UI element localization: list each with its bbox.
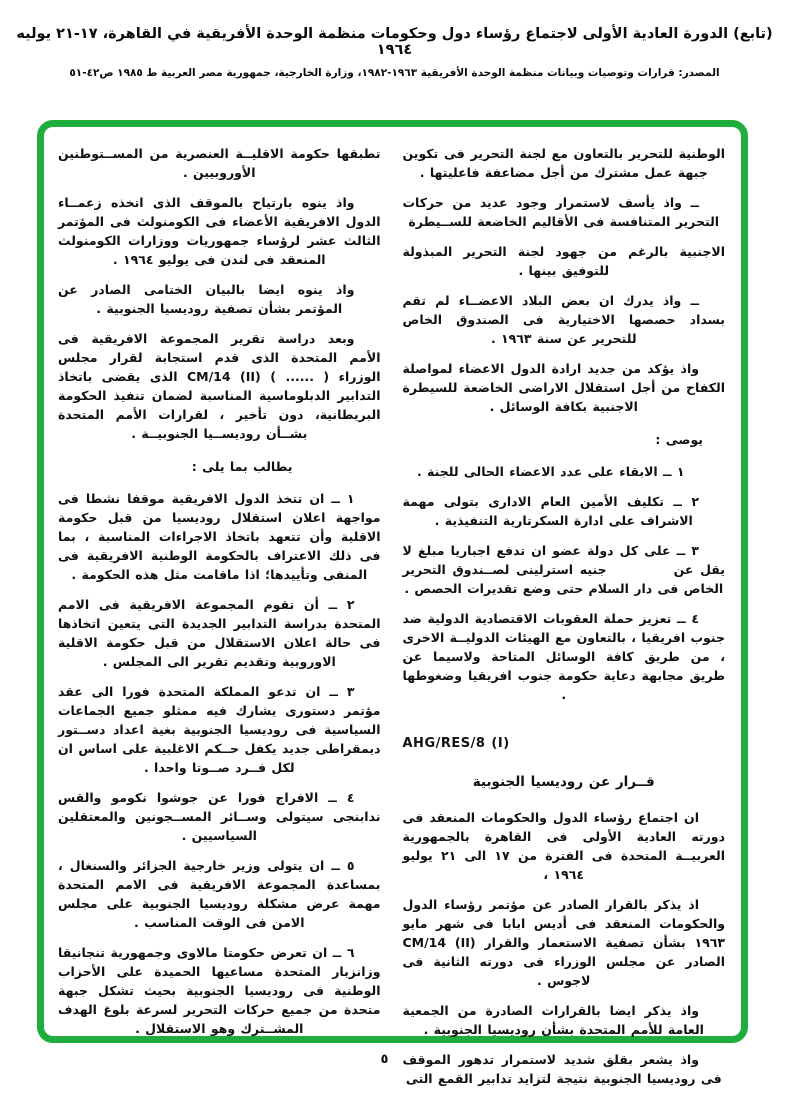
noting-clause: واذ ينوه ايضا بالبيان الختامى الصادر عن المؤتمر بشأن تصفية روديسيا الجنوبية . [58,282,355,316]
demands-heading: يطالب بما يلى : [191,459,293,474]
concern-clause: واذ يشعر بقلق شديد لاستمرار تدهور الموقف فى روديسيا الجنوبية نتيجة لتزايد تدابير القمع التى [402,1052,722,1087]
noting-clause: واذ ينوه بارتياح بالموقف الذى اتخذه زعمــاء الدول الافريقية الأعضاء فى الكومنولث فى المؤتمر الثالث عشر لرؤساء جمهوريات ووزارات الكومنولث المنعقد فى لندن فى يوليو ١٩٦٤ . [58,195,381,267]
recalling-clause: واذ يذكر ايضا بالقرارات الصادرة من الجمعية العامة للأمم المتحدة بشأن روديسيا الجنوبية . [402,1003,704,1038]
demand-item-4: ٤ ــ الافراج فورا عن جوشوا نكومو والقس ندابنجى سيتولى وســائر المســجونين والمعتقلين السياسيين . [58,790,381,843]
resolution-item-2: ٢ ــ تكليف الأمين العام الادارى بتولى مهمة الاشراف على ادارة السكرتارية التنفيذية . [402,494,699,528]
resolution-item-4: ٤ ــ تعزيز حملة العقوبات الاقتصادية الدولية ضد جنوب افريقيا ، بالتعاون مع الهيئات الدوليــة الاخرى ، من طريق كافة الوسائل المتاحة ولاسيما عن طريق مجابهة دعاية حكومة جنوب افريقيا وضغوطها . [402,611,725,702]
report-study-clause: وبعد دراسة تقرير المجموعة الافريقية فى الأمم المتحدة الذى قدم استجابة لقرار مجلس الوزراء ( ...... ) CM/14 (II) الذى يقضى باتخاذ التدابير الدبلوماسية المناسبة لضمان تنفيذ الحكومة البريطانية، دون تأخير ، لقرارات الأمم المتحدة بشــأن روديســيا الجنوبيــة . [58,331,381,441]
session-title: (تابع) الدورة العادية الأولى لاجتماع رؤساء دول وحكومات منظمة الوحدة الأفريقية في القاهرة، ١٧-٢١ يوليه ١٩٦٤ [16,26,773,58]
column-right [402,144,726,1087]
two-column-layout [58,144,726,1087]
recommends-heading: يوصى : [655,432,703,447]
preamble-clause: واذ يؤكد من جديد ارادة الدول الاعضاء لمواصلة الكفاح من أجل استقلال الاراضى الخاضعة للسيطرة الاجنبية بكافة الوسائل . [402,361,725,414]
page-number: ٥ [380,1052,389,1067]
demand-item-6: ٦ ــ ان تعرض حكومتا مالاوى وجمهورية تنجانيقا وزانزبار المتحدة مساعيها الحميدة على الأحزاب الوطنية فى روديسيا الجنوبية بحيث تشكل جبهة متحدة من جميع حركات التحرير لسرعة بلوغ الهدف المشــترك وهو الاستقلال . [58,945,381,1036]
demand-item-5: ٥ ــ ان يتولى وزير خارجية الجزائر والسنغال ، بمساعدة المجموعة الافريقية فى الامم المتحدة مهمة عرض مشكلة روديسيا الجنوبية على مجلس الامن فى الوقت المناسب . [58,858,381,930]
demand-item-3: ٣ ــ ان تدعو المملكة المتحدة فورا الى عقد مؤتمر دستورى يشارك فيه ممثلو جميع الجماعات السياسية فى روديسيا الجنوبية بغية اعداد دســتور ديمقراطى جديد يكفل حــكم الاغلبية على اساس ان لكل فــرد صــوتا واحدا . [58,684,381,775]
recalling-clause: اذ يذكر بالقرار الصادر عن مؤتمر رؤساء الدول والحكومات المنعقد فى أديس ابابا فى شهر مايو ١٩٦٣ بشأن تصفية الاستعمار والقرار CM/14 (II) الصادر عن مجلس الوزراء فى دورته الثانية فى لاجوس . [402,897,726,989]
resolution-opening: ان اجتماع رؤساء الدول والحكومات المنعقد فى دورته العادية الأولى فى القاهرة بالجمهورية العربيــة المتحدة فى الفترة من ١٧ الى ٢١ يوليو ١٩٦٤ ، [402,810,725,883]
preamble-clause: ــ واذ يدرك ان بعض البلاد الاعضــاء لم تقم بسداد حصصها الاختيارية فى الصندوق الخاص للتحرير عن سنة ١٩٦٣ . [402,293,725,346]
paragraph-continuation: الوطنية للتحرير بالتعاون مع لجنة التحرير فى تكوين جبهة عمل مشترك من أجل مضاعفة فاعليتها . [402,146,725,180]
paragraph-continuation: تطبقها حكومة الاقليــة العنصرية من المســتوطنين الأوروبيين . [58,146,381,180]
page-header [0,0,789,79]
resolution-item-1: ١ ــ الابقاء على عدد الاعضاء الحالى للجنة . [416,464,685,479]
resolution-reference-code: AHG/RES/8 (I) [402,736,510,751]
preamble-clause: الاجنبية بالرغم من جهود لجنة التحرير المبذولة للتوفيق بينها . [402,244,725,278]
document-frame [37,120,748,1087]
demand-item-1: ١ ــ ان تتخذ الدول الافريقية موقفا نشطا فى مواجهة اعلان استقلال روديسيا من قبل حكومة الاقلية وأن تتعهد باتخاذ الاجراءات المناسبة ، بما فى ذلك الاعتراف بالحكومة الوطنية الافريقية فى المنفى وتأييدها؛ اذا ماقامت مثل هذه الحكومة . [58,491,381,582]
preamble-clause: ــ واذ يأسف لاستمرار وجود عديد من حركات التحرير المتنافسة فى الأقاليم الخاضعة للســيطرة [402,195,720,229]
demand-item-2: ٢ ــ أن تقوم المجموعة الافريقية فى الامم المتحدة بدراسة التدابير الجديدة التى يتعين اتخاذها فى حالة اعلان الاستقلال من قبل حكومة الاقلية الاوروبية وتقديم تقرير الى المجلس . [58,597,381,669]
resolution-item-3: ٣ ــ على كل دولة عضو ان تدفع اجباريا مبلغ لا يقل عن جنيه استرلينى لصــندوق التحرير الخاص فى دار السلام حتى وضع تقديرات الحصص . [402,543,725,596]
column-left [58,144,381,1036]
resolution-title: قــرار عن روديسيا الجنوبية [472,773,655,790]
source-citation: المصدر: قرارات وتوصيات وبيانات منظمة الوحدة الأفريقية ١٩٦٣-١٩٨٢، وزارة الخارجية، جمهورية مصر العربية ط ١٩٨٥ ص٤٢-٥١ [69,67,720,79]
